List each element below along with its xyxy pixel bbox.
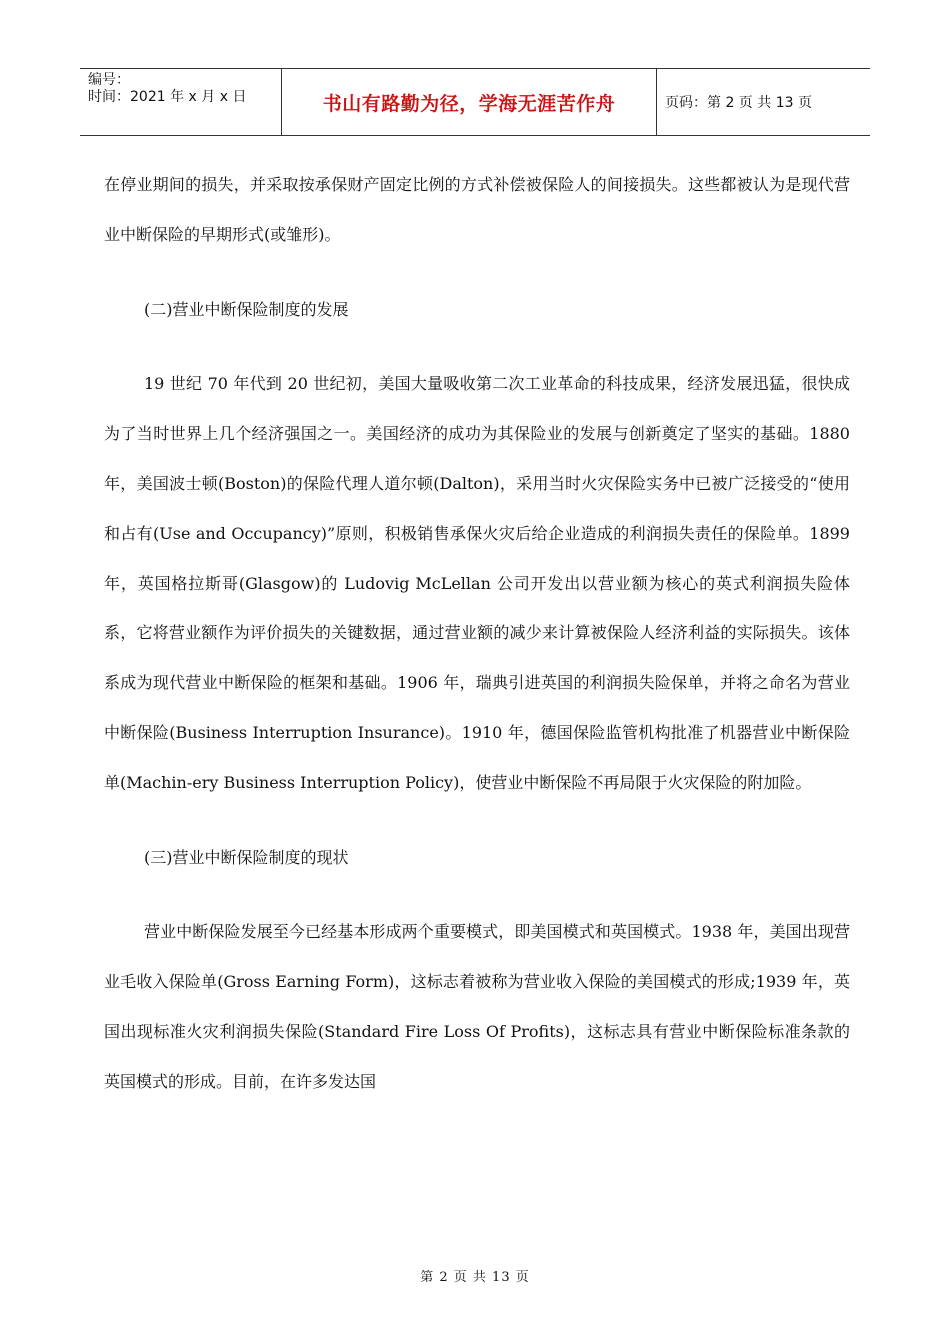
section-heading-development: (二)营业中断保险制度的发展 [144, 299, 349, 319]
header-meta [80, 69, 282, 135]
paragraph-intro: 在停业期间的损失，并采取按承保财产固定比例的方式补偿被保险人的间接损失。这些都被认为是现代营业中断保险的早期形式(或雏形)。 [104, 175, 850, 244]
paragraph-status: 营业中断保险发展至今已经基本形成两个重要模式，即美国模式和英国模式。1938 年，美国出现营业毛收入保险单(Gross Earning Form)，这标志着被称为营业收入保险的美国模式的形成;1939 年，英国出现标准火灾利润损失保险(Standard Fire Loss Of Profits)，这标志具有营业中断保险标准条款的英国模式的形成。目前，在许多发达国 [104, 922, 850, 1091]
document-date-label: 时间：2021 年 x 月 x 日 [88, 89, 247, 105]
document-body [104, 160, 850, 1107]
header-motto: 书山有路勤为径，学海无涯苦作舟 [282, 69, 657, 135]
section-heading-status: (三)营业中断保险制度的现状 [144, 847, 349, 867]
header-page-info: 页码：第 2 页 共 13 页 [665, 95, 812, 111]
document-number-label: 编号： [88, 72, 130, 88]
page-header [80, 68, 870, 136]
paragraph-development: 19 世纪 70 年代到 20 世纪初，美国大量吸收第二次工业革命的科技成果，经济发展迅猛，很快成为了当时世界上几个经济强国之一。美国经济的成功为其保险业的发展与创新奠定了坚实的基础。1880 年，美国波士顿(Boston)的保险代理人道尔顿(Dalton)，采用当时火灾保险实务中已被广泛接受的“使用和占有(Use and Occupancy)”原则，积极销售承保火灾后给企业造成的利润损失责任的保险单。1899 年，英国格拉斯哥(Glasgow)的 Ludovig McLellan 公司开发出以营业额为核心的英式利润损失险体系，它将营业额作为评价损失的关键数据，通过营业额的减少来计算被保险人经济利益的实际损失。该体系成为现代营业中断保险的框架和基础。1906 年，瑞典引进英国的利润损失险保单，并将之命名为营业中断保险(Business Interruption Insurance)。1910 年，德国保险监管机构批准了机器营业中断保险单(Machin-ery Business Interruption Policy)，使营业中断保险不再局限于火灾保险的附加险。 [104, 374, 850, 792]
page-footer: 第 2 页 共 13 页 [420, 1270, 530, 1285]
